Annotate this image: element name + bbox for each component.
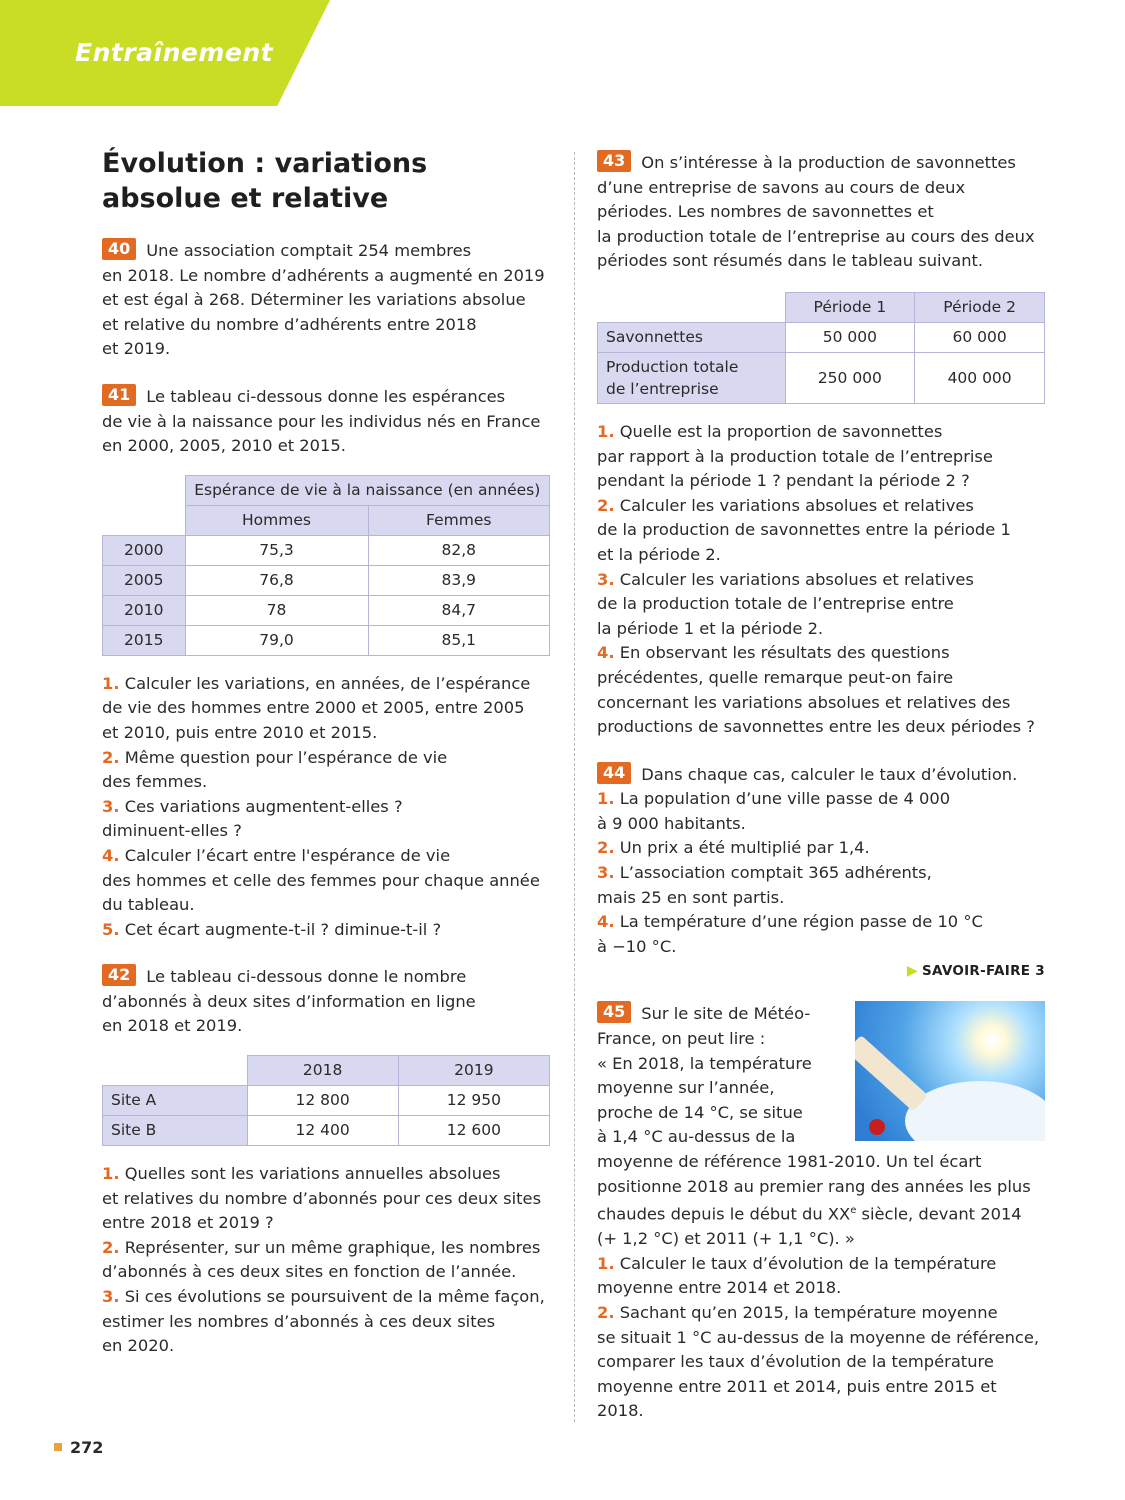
text-line: Calculer l’écart entre l'espérance de vie <box>124 845 451 865</box>
table-header: Hommes <box>185 505 368 535</box>
production-table <box>597 292 1045 404</box>
exercise-number: 41 <box>102 384 136 406</box>
text-line: d’abonnés à ces deux sites en fonction de l’année. <box>102 1262 517 1282</box>
cloud-shape <box>905 1081 1045 1141</box>
text-line: moyenne sur l’année, <box>597 1078 775 1098</box>
table-cell: 12 950 <box>398 1086 549 1116</box>
text-line: France, on peut lire : <box>597 1029 766 1049</box>
text-line: se situait 1 °C au-dessus de la moyenne de référence, <box>597 1327 1040 1347</box>
table-cell: 75,3 <box>185 535 368 565</box>
table-cell: 83,9 <box>368 565 550 595</box>
text-line: Dans chaque cas, calculer le taux d’évolution. <box>641 764 1018 784</box>
text-line: en 2018. Le nombre d’adhérents a augmenté en 2019 <box>102 265 545 285</box>
table-cell: 78 <box>185 595 368 625</box>
text-line: et la période 2. <box>597 544 721 564</box>
text-line: d’abonnés à deux sites d’information en ligne <box>102 991 476 1011</box>
text-line: Sur le site de Météo- <box>641 1004 811 1024</box>
left-column <box>102 146 550 1381</box>
thermometer-icon <box>855 1035 928 1112</box>
text-line: mais 25 en sont partis. <box>597 887 785 907</box>
question-number: 4. <box>597 643 615 663</box>
exercise-number: 45 <box>597 1001 631 1023</box>
question-number: 1. <box>597 421 615 441</box>
question-number: 1. <box>102 673 120 693</box>
question-number: 2. <box>597 838 615 858</box>
exercise-43 <box>597 150 1045 740</box>
text-line: des femmes. <box>102 772 208 792</box>
row-header <box>598 352 786 403</box>
question-number: 3. <box>102 796 120 816</box>
text-line: Calculer les variations, en années, de l’espérance <box>124 673 531 693</box>
exercise-40 <box>102 238 550 362</box>
table-header: 2019 <box>398 1056 549 1086</box>
thermometer-sun-image <box>855 1001 1045 1141</box>
text-line: (+ 1,2 °C) et 2011 (+ 1,1 °C). » <box>597 1229 855 1249</box>
table-row <box>103 535 550 565</box>
text-line: Le tableau ci-dessous donne les espérances <box>146 386 506 406</box>
text-line: à 9 000 habitants. <box>597 813 746 833</box>
text-line: Cet écart augmente-t-il ? diminue-t-il ? <box>124 919 442 939</box>
text-line: La population d’une ville passe de 4 000 <box>619 789 951 809</box>
text-line: Calculer les variations absolues et relatives <box>619 495 974 515</box>
row-header: Site A <box>103 1086 248 1116</box>
table-header: 2018 <box>247 1056 398 1086</box>
question-number: 5. <box>102 919 120 939</box>
triangle-right-icon: ▶ <box>906 963 918 980</box>
text-line: et est égal à 268. Déterminer les variations absolue <box>102 290 526 310</box>
text-line: à −10 °C. <box>597 936 677 956</box>
text-line: en 2018 et 2019. <box>102 1016 243 1036</box>
text-line: périodes. Les nombres de savonnettes et <box>597 202 934 222</box>
text-line: par rapport à la production totale de l’entreprise <box>597 446 993 466</box>
text-line: de vie des hommes entre 2000 et 2005, entre 2005 <box>102 698 525 718</box>
table-cell: 50 000 <box>785 322 915 352</box>
row-header-line: Production totale <box>606 357 739 376</box>
question-number: 1. <box>102 1164 120 1184</box>
row-header: 2000 <box>103 535 186 565</box>
table-cell: 85,1 <box>368 625 550 655</box>
table-cell: 12 800 <box>247 1086 398 1116</box>
text-line: Sachant qu’en 2015, la température moyenne <box>619 1302 998 1322</box>
text-line: et relative du nombre d’adhérents entre 2018 <box>102 314 477 334</box>
table-cell: 12 600 <box>398 1116 549 1146</box>
text-line: et relatives du nombre d’abonnés pour ces deux sites <box>102 1188 542 1208</box>
superscript: e <box>850 1205 857 1217</box>
table-row <box>598 322 1045 352</box>
exercise-42 <box>102 964 550 1359</box>
text-line: entre 2018 et 2019 ? <box>102 1213 274 1233</box>
text-fragment: siècle, devant 2014 <box>856 1204 1022 1224</box>
text-line: concernant les variations absolues et relatives des <box>597 692 1011 712</box>
text-line: la production totale de l’entreprise au cours des deux <box>597 226 1035 246</box>
text-line: du tableau. <box>102 895 195 915</box>
table-cell: 60 000 <box>915 322 1045 352</box>
subscribers-table <box>102 1055 550 1146</box>
thermometer-bulb-icon <box>869 1119 885 1135</box>
table-row <box>103 1086 550 1116</box>
savoir-faire-link[interactable] <box>597 963 1045 979</box>
table-cell: 76,8 <box>185 565 368 595</box>
exercise-44 <box>597 762 1045 960</box>
row-header: Site B <box>103 1116 248 1146</box>
text-line: d’une entreprise de savons au cours de deux <box>597 177 966 197</box>
text-line: Calculer le taux d’évolution de la température <box>619 1253 997 1273</box>
text-line: Même question pour l’espérance de vie <box>124 747 448 767</box>
text-line: en 2000, 2005, 2010 et 2015. <box>102 436 346 456</box>
table-row <box>103 625 550 655</box>
text-line: proche de 14 °C, se situe <box>597 1102 803 1122</box>
exercise-number: 40 <box>102 238 136 260</box>
table-cell: 82,8 <box>368 535 550 565</box>
text-line: de la production totale de l’entreprise entre <box>597 594 954 614</box>
text-line: comparer les taux d’évolution de la température <box>597 1352 994 1372</box>
text-line: moyenne entre 2014 et 2018. <box>597 1278 842 1298</box>
exercise-number: 43 <box>597 150 631 172</box>
text-line: pendant la période 1 ? pendant la période 2 ? <box>597 471 970 491</box>
table-cell: 79,0 <box>185 625 368 655</box>
table-cell: 400 000 <box>915 352 1045 403</box>
table-row <box>103 565 550 595</box>
table-row <box>103 1116 550 1146</box>
table-header: Période 2 <box>915 292 1045 322</box>
table-row <box>598 352 1045 403</box>
text-line: moyenne de référence 1981-2010. Un tel écart <box>597 1152 982 1171</box>
question-number: 2. <box>597 1302 615 1322</box>
text-line: La température d’une région passe de 10 °C <box>619 912 983 932</box>
text-line: Calculer les variations absolues et relatives <box>619 569 974 589</box>
page-footer <box>54 1438 103 1457</box>
question-number: 4. <box>597 912 615 932</box>
table-cell: 84,7 <box>368 595 550 625</box>
text-line: précédentes, quelle remarque peut-on faire <box>597 667 954 687</box>
text-line: de vie à la naissance pour les individus nés en France <box>102 411 541 431</box>
text-line: Quelles sont les variations annuelles absolues <box>124 1164 501 1184</box>
question-number: 2. <box>102 747 120 767</box>
table-header: Période 1 <box>785 292 915 322</box>
text-line: Une association comptait 254 membres <box>146 241 472 260</box>
text-line: la période 1 et la période 2. <box>597 618 824 638</box>
text-line: productions de savonnettes entre les deux périodes ? <box>597 717 1035 737</box>
page-number: 272 <box>70 1438 104 1457</box>
text-line: positionne 2018 au premier rang des années les plus <box>597 1176 1031 1196</box>
row-header: 2005 <box>103 565 186 595</box>
exercise-number: 42 <box>102 964 136 986</box>
question-number: 1. <box>597 789 615 809</box>
text-line: à 1,4 °C au-dessus de la <box>597 1127 796 1147</box>
text-line: Le tableau ci-dessous donne le nombre <box>146 967 467 987</box>
exercise-number: 44 <box>597 762 631 784</box>
question-number: 4. <box>102 845 120 865</box>
text-line: Ces variations augmentent-elles ? <box>124 796 403 816</box>
exercise-45 <box>597 1001 1045 1424</box>
text-line <box>597 1199 1045 1227</box>
row-header-line: de l’entreprise <box>606 379 719 398</box>
text-line: périodes sont résumés dans le tableau suivant. <box>597 251 984 271</box>
text-line: Représenter, sur un même graphique, les nombres <box>124 1237 541 1257</box>
text-line: On s’intéresse à la production de savonnettes <box>641 153 1016 172</box>
right-column <box>597 150 1045 1446</box>
row-header: 2010 <box>103 595 186 625</box>
column-divider <box>574 152 575 1422</box>
table-header: Femmes <box>368 505 550 535</box>
text-line: « En 2018, la température <box>597 1053 812 1073</box>
text-fragment: chaudes depuis le début du XX <box>597 1204 851 1224</box>
savoir-faire-label: SAVOIR-FAIRE 3 <box>921 963 1045 980</box>
table-row <box>103 595 550 625</box>
text-line: de la production de savonnettes entre la période 1 <box>597 520 1011 540</box>
question-number: 3. <box>597 569 615 589</box>
text-line: Si ces évolutions se poursuivent de la même façon, <box>124 1287 545 1307</box>
text-line: et 2010, puis entre 2010 et 2015. <box>102 722 378 742</box>
text-line: En observant les résultats des questions <box>619 643 950 663</box>
table-group-header: Espérance de vie à la naissance (en années) <box>185 475 550 505</box>
text-line: Un prix a été multiplié par 1,4. <box>619 838 870 858</box>
text-line: en 2020. <box>102 1336 175 1356</box>
section-title-line: Évolution : variations <box>102 148 428 179</box>
section-title-line: absolue et relative <box>102 183 389 214</box>
row-header: 2015 <box>103 625 186 655</box>
table-cell: 250 000 <box>785 352 915 403</box>
text-line: diminuent-elles ? <box>102 821 242 841</box>
text-line: L’association comptait 365 adhérents, <box>619 863 932 883</box>
question-number: 2. <box>597 495 615 515</box>
row-header: Savonnettes <box>598 322 786 352</box>
exercise-41 <box>102 384 550 942</box>
text-line: moyenne entre 2011 et 2014, puis entre 2015 et 2018. <box>597 1376 997 1421</box>
life-expectancy-table <box>102 475 550 656</box>
table-cell: 12 400 <box>247 1116 398 1146</box>
question-number: 3. <box>102 1287 120 1307</box>
text-line: des hommes et celle des femmes pour chaque année <box>102 870 540 890</box>
text-line: Quelle est la proportion de savonnettes <box>619 421 943 441</box>
text-line: estimer les nombres d’abonnés à ces deux sites <box>102 1311 496 1331</box>
question-number: 3. <box>597 863 615 883</box>
square-icon <box>54 1443 62 1451</box>
question-number: 2. <box>102 1237 120 1257</box>
text-line: et 2019. <box>102 339 171 359</box>
banner-label: Entraînement <box>75 38 274 67</box>
question-number: 1. <box>597 1253 615 1273</box>
section-title <box>102 146 550 216</box>
